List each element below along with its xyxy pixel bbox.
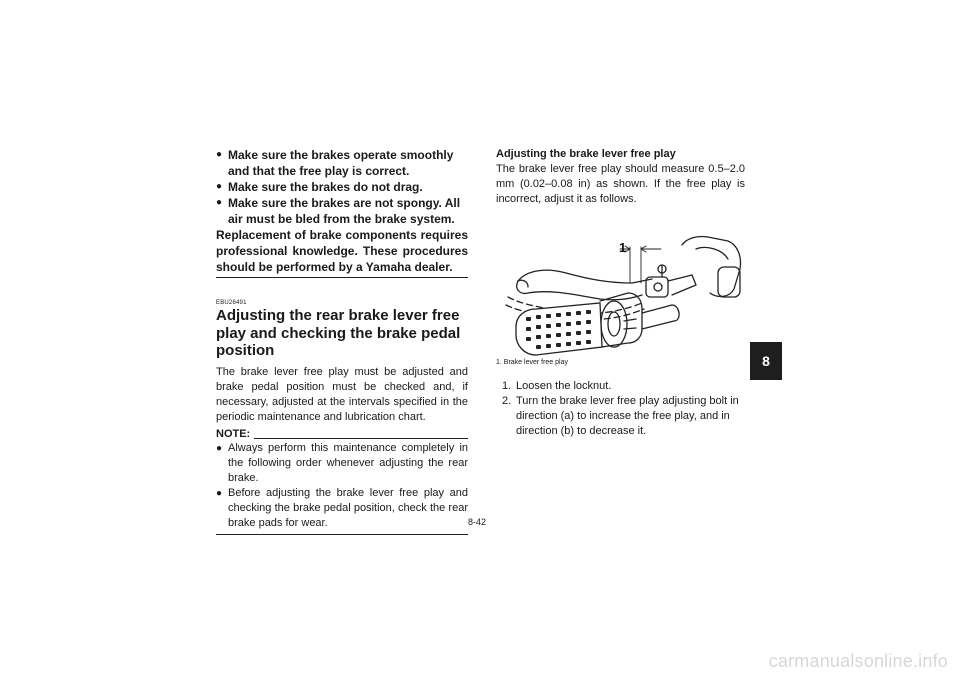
step-number: 1. <box>502 380 512 392</box>
warning-bullets <box>216 147 468 227</box>
note-bullet <box>216 486 468 531</box>
warning-bullet <box>216 147 468 179</box>
warning-bullet-text: Make sure the brakes do not drag. <box>228 180 423 194</box>
left-column <box>216 147 468 535</box>
figure-callout: 1 <box>619 240 627 255</box>
warning-bullet-text: Make sure the brakes are not spongy. All air must be bled from the brake system. <box>228 196 461 226</box>
bullet-icon: ● <box>216 149 223 160</box>
warning-bullet <box>216 195 468 227</box>
chapter-tab: 8 <box>750 342 782 380</box>
note-bullet <box>216 441 468 486</box>
note-rule <box>254 438 468 439</box>
watermark-text: carmanualsonline.info <box>768 651 948 671</box>
step-text: Loosen the locknut. <box>516 380 612 392</box>
warning-bullet-text: Make sure the brakes operate smoothly and that the free play is correct. <box>228 148 454 178</box>
subsection-intro: The brake lever free play should measure 0.5–2.0 mm (0.02–0.08 in) as shown. If the free play is incorrect, adjust it as follows. <box>496 163 745 205</box>
brake-lever-illustration <box>496 209 745 357</box>
handlebar-grip <box>516 303 602 355</box>
subsection-title: Adjusting the brake lever free play <box>496 148 676 160</box>
note-label: NOTE: <box>216 427 251 440</box>
warning-bullet <box>216 179 468 195</box>
note-bullet-text: Always perform this maintenance completely in the following order whenever adjusting the rear brake. <box>228 441 468 484</box>
page-number: 8-42 <box>468 517 487 527</box>
figure-caption: 1. Brake lever free play <box>496 359 568 366</box>
note-header <box>216 428 468 441</box>
section-intro: The brake lever free play must be adjusted and brake pedal position must be checked and, if necessary, adjusted at the intervals specified in the periodic maintenance and lubrication chart. <box>216 365 468 423</box>
bullet-icon: ● <box>216 442 223 454</box>
bullet-icon: ● <box>216 181 223 192</box>
step-number: 2. <box>502 395 512 407</box>
warning-closing: Replacement of brake components requires professional knowledge. These procedures should be performed by a Yamaha dealer. <box>216 227 468 278</box>
procedure-step <box>496 379 745 394</box>
procedure-step <box>496 394 745 439</box>
section-title: Adjusting the rear brake lever free play and checking the brake pedal position <box>216 307 461 359</box>
section-code: EBU26491 <box>216 300 247 306</box>
right-column <box>496 147 745 439</box>
step-text: Turn the brake lever free play adjusting bolt in direction (a) to increase the free play, and in direction (b) to decrease it. <box>516 395 739 437</box>
brake-lever-figure <box>496 209 745 357</box>
bullet-icon: ● <box>216 197 223 208</box>
note-body <box>216 441 468 531</box>
note-bullet-text: Before adjusting the brake lever free play and checking the brake pedal position, check the rear brake pads for wear. <box>228 486 468 529</box>
procedure-steps <box>496 379 745 439</box>
bullet-icon: ● <box>216 487 223 499</box>
note-end-rule <box>216 534 468 535</box>
